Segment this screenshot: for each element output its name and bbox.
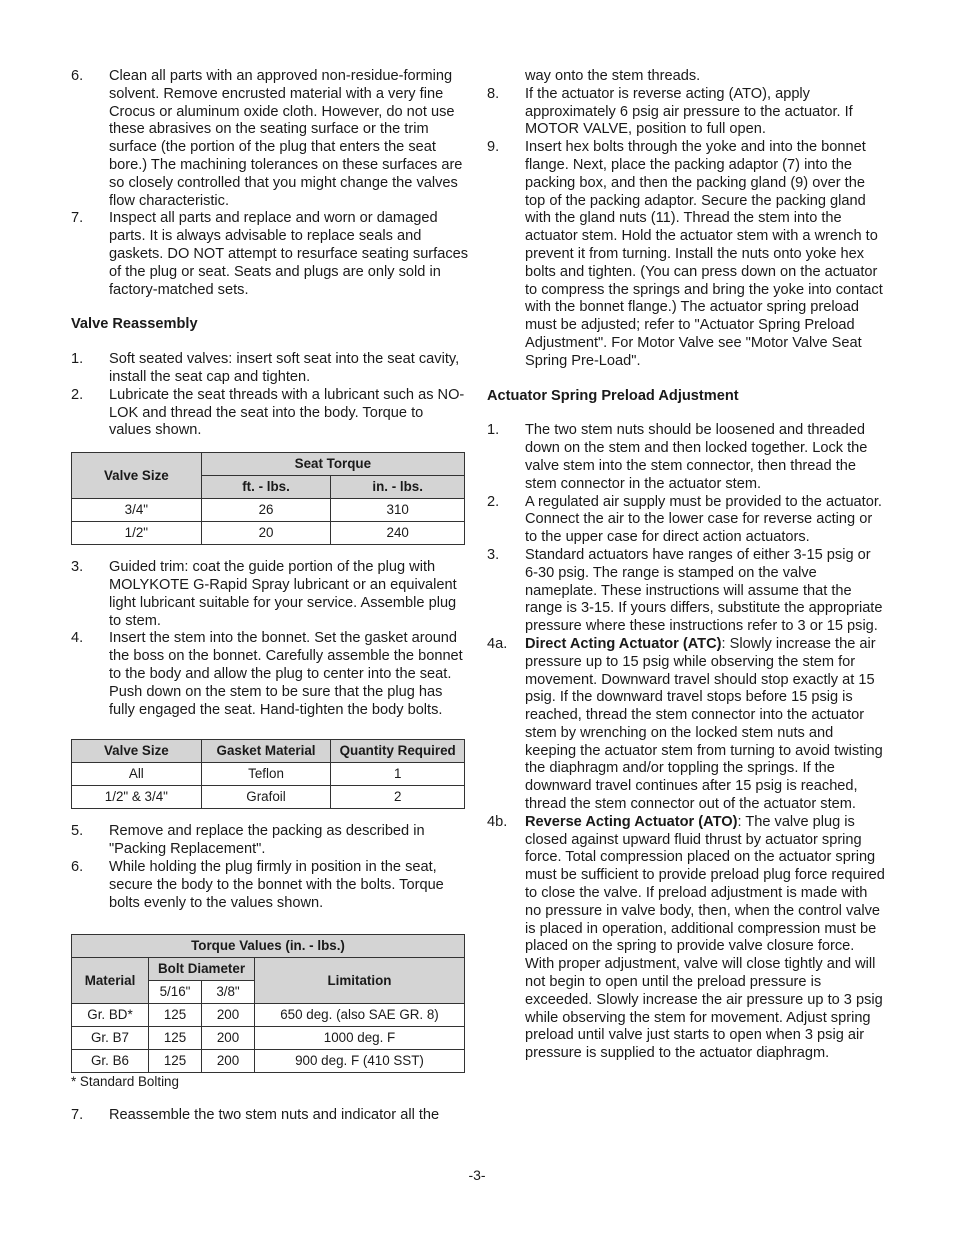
item-text: Soft seated valves: insert soft seat into the seat cavity, install the seat cap and tighten. (109, 351, 460, 385)
item-number: 9. (487, 139, 500, 156)
item-text: Inspect all parts and replace and worn or damaged parts. It is always advisable to replace seals and gaskets. DO NOT attempt to resurface seating surfaces of the plug or seat. Seats and plugs are only sold in factory-matched sets. (109, 210, 469, 298)
item-bold-lead: Reverse Acting Actuator (ATO) (525, 813, 738, 830)
list-item (71, 1107, 469, 1125)
section-heading-spring-preload: Actuator Spring Preload Adjustment (487, 387, 739, 404)
item-number: 2. (487, 493, 500, 510)
footnote-standard-bolting: * Standard Bolting (71, 1074, 179, 1090)
header-ft-lbs: ft. - lbs. (201, 476, 331, 499)
cell: 20 (201, 522, 331, 545)
cell: 240 (331, 522, 465, 545)
list-item (71, 351, 469, 387)
item-text: The two stem nuts should be loosened and threaded down on the stem and then locked together. Lock the valve stem into the stem connector, then thread the stem connector in the actuator stem. (525, 422, 868, 492)
item-number: 5. (71, 823, 84, 840)
item-text: Remove and replace the packing as described in "Packing Replacement". (109, 823, 425, 858)
header-valve-size: Valve Size (72, 740, 202, 763)
header-limitation: Limitation (255, 958, 465, 1004)
header-in-lbs: in. - lbs. (331, 476, 465, 499)
item-number: 3. (71, 559, 84, 576)
table-row (72, 1004, 465, 1027)
cell: Teflon (201, 763, 331, 786)
cell: 200 (202, 1050, 255, 1073)
item-number: 1. (71, 351, 84, 368)
cell: 650 deg. (also SAE GR. 8) (255, 1004, 465, 1027)
header-valve-size: Valve Size (72, 453, 202, 499)
table-row (72, 522, 465, 545)
list-item (71, 68, 469, 210)
section-heading-valve-reassembly: Valve Reassembly (71, 316, 198, 333)
item-text: Reassemble the two stem nuts and indicator all the (109, 1107, 440, 1124)
cell: 900 deg. F (410 SST) (255, 1050, 465, 1073)
table-title: Torque Values (in. - lbs.) (72, 935, 465, 958)
item-text: While holding the plug firmly in position in the seat, secure the body to the bonnet with the bolts. Torque bolts evenly to the values shown. (109, 858, 444, 911)
header-quantity: Quantity Required (331, 740, 465, 763)
item-number: 6. (71, 858, 84, 875)
item-text: Insert hex bolts through the yoke and into the bonnet flange. Next, place the packing adaptor (7) into the packing box, and then the packing gland (9) over the top of the packing adaptor. Secure the packing gland with the gland nuts (11). Thread the stem into the actuator stem. Hold the actuator stem with a wrench to prevent it from turning. Install the nuts onto yoke hex bolts and tighten. (You can press down on the actuator to compress the springs and bring the yoke into contact with the bonnet flange.) The actuator spring preload must be adjusted; refer to "Actuator Spring Preload Adjustment". For Motor Valve see "Motor Valve Seat Spring Pre-Load". (525, 139, 883, 369)
item-number: 4a. (487, 635, 508, 652)
cell: 310 (331, 499, 465, 522)
cell: 1 (331, 763, 465, 786)
right-column (487, 68, 885, 1063)
item-text: Clean all parts with an approved non-residue-forming solvent. Remove encrusted material with a very fine Crocus or aluminum oxide cloth. However, do not use these abrasives on the seating surface or the trim surface (the portion of the plug that enters the seat bore.) The machining tolerances on these surfaces are so closely controlled that you might change the valves flow characteristic. (109, 68, 463, 209)
item-number: 7. (71, 1107, 84, 1124)
item-text: Guided trim: coat the guide portion of the plug with MOLYKOTE G-Rapid Spray lubricant or an equivalent light lubricant suitable for your service. Assemble plug to stem. (109, 559, 457, 629)
cell: 1000 deg. F (255, 1027, 465, 1050)
cell: 26 (201, 499, 331, 522)
item-text: Insert the stem into the bonnet. Set the gasket around the boss on the bonnet. Carefully assemble the bonnet to the body and allow the plug to center into the seat. Push down on the stem to be sure that the plug has fully engaged the seat. Hand-tighten the body bolts. (109, 630, 463, 718)
gasket-table (71, 739, 465, 809)
cell: 200 (202, 1004, 255, 1027)
item-number: 3. (487, 546, 500, 563)
cell: All (72, 763, 202, 786)
list-item (487, 494, 885, 547)
list-item (71, 630, 469, 719)
list-item (487, 547, 885, 636)
table-row (72, 499, 465, 522)
item-text: A regulated air supply must be provided to the actuator. Connect the air to the lower case for reverse acting or to the upper case for direct action actuators. (525, 493, 882, 546)
cell: 125 (149, 1004, 202, 1027)
item-text: Lubricate the seat threads with a lubricant such as NO-LOK and thread the seat into the body. Torque to values shown. (109, 386, 465, 439)
item-number: 4b. (487, 813, 508, 830)
item-text: If the actuator is reverse acting (ATO), apply approximately 6 psig air pressure to the actuator. If MOTOR VALVE, position to full open. (525, 85, 853, 138)
item-number: 1. (487, 422, 500, 439)
table-row (72, 763, 465, 786)
page-number: -3- (468, 1167, 486, 1183)
table-row (72, 1050, 465, 1073)
cell: 200 (202, 1027, 255, 1050)
list-item (71, 387, 469, 440)
list-item (71, 210, 469, 299)
table-row (72, 786, 465, 809)
item-text: : The valve plug is closed against upward fluid thrust by actuator spring force. Total compression placed on the actuator spring must be sufficient to provide preload plug force required to close the valve. If preload adjustment is made with no pressure in valve body, then, when the control valve is placed in operation, additional compression must be placed on the spring to provide valve closure force. With proper adjustment, valve will close tightly and will not begin to open until the preload pressure is exceeded. Slowly increase the air pressure up to 3 psig while observing the stem for movement. Adjust spring preload until valve just starts to open when 3 psig air pressure is supplied to the actuator diaphragm. (525, 813, 885, 1062)
cell: 125 (149, 1050, 202, 1073)
list-item (71, 559, 469, 630)
item-bold-lead: Direct Acting Actuator (ATC) (525, 635, 722, 652)
item-number: 2. (71, 386, 84, 403)
header-3-8: 3/8" (202, 981, 255, 1004)
continued-text: way onto the stem threads. (525, 68, 701, 84)
header-5-16: 5/16" (149, 981, 202, 1004)
list-item (487, 636, 885, 814)
cell: 3/4" (72, 499, 202, 522)
item-number: 4. (71, 630, 84, 647)
cell: Gr. B6 (72, 1050, 149, 1073)
cell: 1/2" & 3/4" (72, 786, 202, 809)
cell: 125 (149, 1027, 202, 1050)
header-bolt-diameter: Bolt Diameter (149, 958, 255, 981)
item-number: 8. (487, 85, 500, 102)
cell: Grafoil (201, 786, 331, 809)
list-item (487, 139, 885, 370)
torque-values-table (71, 934, 465, 1073)
cell: 1/2" (72, 522, 202, 545)
seat-torque-table (71, 452, 465, 545)
cell: 2 (331, 786, 465, 809)
header-material: Material (72, 958, 149, 1004)
item-text: : Slowly increase the air pressure up to 15 psig while observing the stem for movement. Downward travel should stop exactly at 15 psig. If the downward travel stops before 15 psig is reached, thread the stem connector into the actuator stem by wrenching on the locked stem nuts and keeping the actuator stem from turning to avoid twisting the diaphragm and/or toppling the springs. If the downward travel continues after 15 psig is reached, thread the stem connector out of the actuator stem. (525, 635, 883, 813)
list-item (487, 86, 885, 139)
cell: Gr. B7 (72, 1027, 149, 1050)
cell: Gr. BD* (72, 1004, 149, 1027)
item-text: Standard actuators have ranges of either 3-15 psig or 6-30 psig. The range is stamped on the valve nameplate. These instructions will assume that the range is 3-15. If yours differs, substitute the appropriate pressure where these instructions refer to 3 or 15 psig. (525, 546, 883, 635)
item-number: 6. (71, 68, 84, 84)
item-number: 7. (71, 210, 84, 227)
list-item (487, 814, 885, 1063)
list-item (487, 422, 885, 493)
left-column (71, 68, 469, 1125)
header-gasket-material: Gasket Material (201, 740, 331, 763)
header-seat-torque: Seat Torque (201, 453, 464, 476)
list-item (71, 823, 469, 859)
table-row (72, 1027, 465, 1050)
list-item (71, 859, 469, 912)
